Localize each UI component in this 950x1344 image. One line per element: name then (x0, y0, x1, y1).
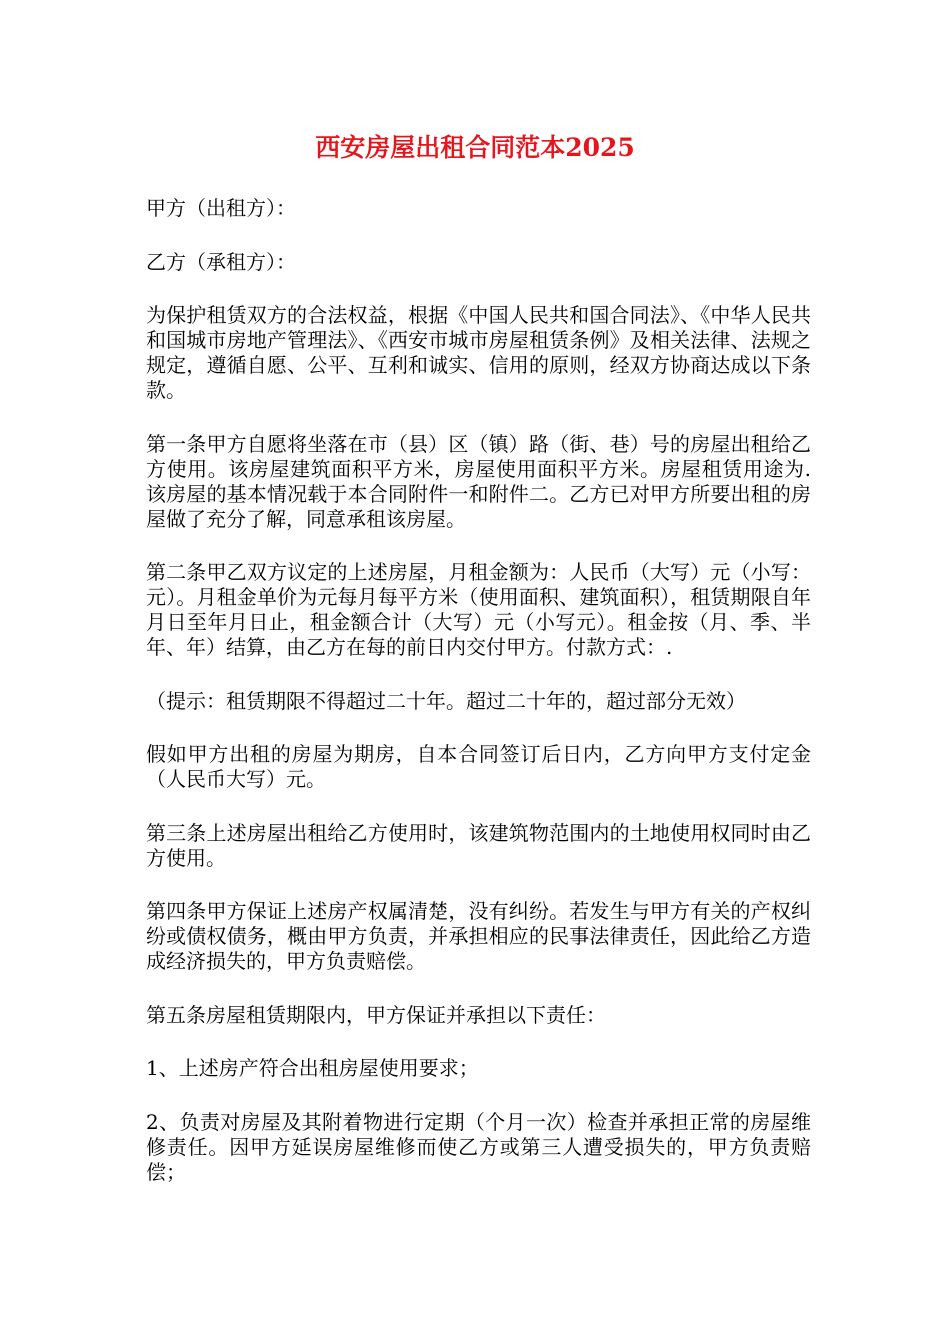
paragraph-article-4: 第四条甲方保证上述房产权属清楚，没有纠纷。若发生与甲方有关的产权纠纷或债权债务，概由甲方负责，并承担相应的民事法律责任，因此给乙方造成经济损失的，甲方负责赔偿。 (146, 899, 811, 973)
paragraph-article-2: 第二条甲乙双方议定的上述房屋，月租金额为：人民币（大写）元（小写：元）。月租金单价为元每月每平方米（使用面积、建筑面积），租赁期限自年月日至年月日止，租金额合计（大写）元（小写元）。租金按（月、季、半年、年）结算，由乙方在每的前日内交付甲方。付款方式：. (146, 560, 811, 659)
paragraph-party-a: 甲方（出租方）： (146, 196, 296, 220)
paragraph-item-1: 1、上述房产符合出租房屋使用要求； (146, 1056, 479, 1080)
paragraph-article-5: 第五条房屋租赁期限内，甲方保证并承担以下责任： (146, 1002, 606, 1027)
paragraph-note: （提示：租赁期限不得超过二十年。超过二十年的，超过部分无效） (146, 688, 746, 713)
paragraph-article-1: 第一条甲方自愿将坐落在市（县）区（镇）路（街、巷）号的房屋出租给乙方使用。该房屋建筑面积平方米，房屋使用面积平方米。房屋租赁用途为.该房屋的基本情况载于本合同附件一和附件二。乙方已对甲方所要出租的房屋做了充分了解，同意承租该房屋。 (146, 431, 811, 531)
paragraph-party-b: 乙方（承租方）： (146, 249, 296, 274)
paragraph-deposit: 假如甲方出租的房屋为期房，自本合同签订后日内，乙方向甲方支付定金（人民币大写）元。 (146, 742, 811, 791)
paragraph-article-3: 第三条上述房屋出租给乙方使用时，该建筑物范围内的土地使用权同时由乙方使用。 (146, 820, 811, 870)
document-title: 西安房屋出租合同范本2025 (315, 133, 635, 162)
document-body (146, 196, 811, 1213)
paragraph-item-2: 2、负责对房屋及其附着物进行定期（个月一次）检查并承担正常的房屋维修责任。因甲方延误房屋维修而使乙方或第三人遭受损失的，甲方负责赔偿； (146, 1109, 811, 1184)
paragraph-preamble: 为保护租赁双方的合法权益，根据《中国人民共和国合同法》、《中华人民共和国城市房地产管理法》、《西安市城市房屋租赁条例》及相关法律、法规之规定，遵循自愿、公平、互利和诚实、信用的原则，经双方协商达成以下条款。 (146, 303, 811, 402)
